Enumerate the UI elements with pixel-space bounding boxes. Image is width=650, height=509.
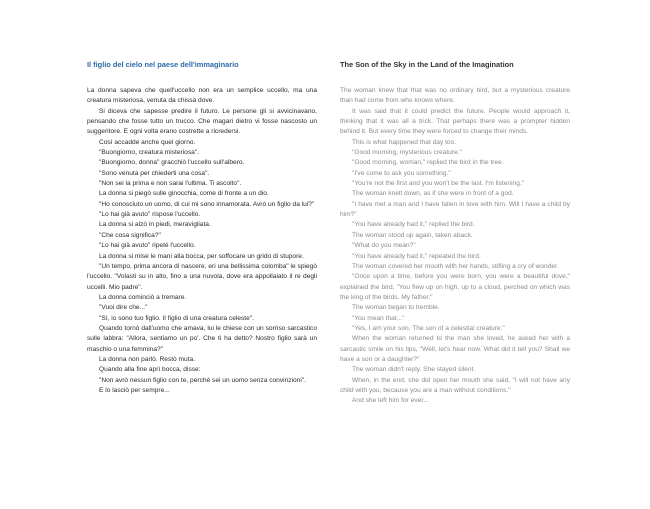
paragraph: The woman began to tremble. — [352, 304, 440, 312]
english-text — [340, 86, 570, 407]
paragraph: Così accadde anche quel giorno. — [99, 138, 196, 146]
paragraph: "Non avrò nessun figlio con te, perché sei un uomo senza convinzioni". — [99, 376, 307, 384]
paragraph: Quando alla fine aprì bocca, disse: — [99, 366, 201, 374]
english-title: The Son of the Sky in the Land of the Imagination — [340, 60, 514, 69]
paragraph: The woman knelt down, as if she were in front of a god. — [352, 190, 514, 198]
paragraph: "Non sei la prima e non sarai l'ultima. Ti ascolto". — [99, 180, 242, 188]
paragraph: Si diceva che sapesse predire il futuro. Le persone gli si avvicinavano, pensando che fosse tutto un trucco. Che magari dietro vi fosse nascosto un suggeritore. E ogni volta erano costrette a ricredersi. — [87, 107, 317, 136]
paragraph: "Lo hai già avuto" ripeté l'uccello. — [99, 242, 196, 250]
paragraph: This is what happened that day too. — [352, 138, 457, 146]
paragraph: "Ho conosciuto un uomo, di cui mi sono innamorata. Avrò un figlio da lui?" — [99, 200, 315, 208]
english-column — [340, 60, 570, 407]
paragraph: "Lo hai già avuto" rispose l'uccello. — [99, 211, 201, 219]
paragraph: "Vuoi dire che..." — [99, 304, 148, 312]
paragraph: "What do you mean?" — [352, 242, 416, 250]
paragraph: La donna si mise le mani alla bocca, per soffocare un grido di stupore. — [99, 252, 304, 260]
paragraph: The woman stood up again, taken aback. — [352, 231, 473, 239]
paragraph: "Yes, I am your son. The son of a celestial creature." — [352, 324, 505, 332]
paragraph: The woman covered her mouth with her hands, stifling a cry of wonder. — [352, 262, 559, 270]
paragraph: La donna si piegò sulle ginocchia, come di fronte a un dio. — [99, 190, 269, 198]
paragraph: E lo lasciò per sempre... — [99, 386, 170, 394]
paragraph: "You have already had it," replied the bird. — [352, 221, 475, 229]
paragraph: When the woman returned to the man she loved, he asked her with a sarcastic smile on his lips, "Well, let's hear now. What did it tell you? Shall we have a son or a daughter?" — [340, 335, 570, 363]
paragraph: "Buongiorno, creatura misteriosa". — [99, 149, 199, 157]
paragraph: La donna non parlò. Restò muta. — [99, 355, 196, 363]
paragraph: "You have already had it," repeated the bird. — [352, 252, 481, 260]
paragraph: La donna cominciò a tremare. — [99, 293, 187, 301]
paragraph: "Sono venuta per chiederti una cosa". — [99, 169, 210, 177]
paragraph: La donna si alzò in piedi, meravigliata. — [99, 221, 211, 229]
paragraph: "Once upon a time, before you were born, you were a beautiful dove," explained the bird. "You flew up on high, up to a cloud, perched on which was the king of the birds. My father." — [340, 273, 570, 301]
italian-text — [87, 86, 317, 396]
paragraph: "Che cosa significa?" — [99, 231, 161, 239]
paragraph: And she left him for ever... — [352, 397, 429, 405]
paragraph: "I've come to ask you something." — [352, 169, 451, 177]
paragraph: The woman knew that that was no ordinary bird, but a mysterious creature than had come from who knows where. — [340, 87, 570, 105]
paragraph: Quando tornò dall'uomo che amava, lui le chiese con un sorriso sarcastico sulle labbra: "Allora, sentiamo un po'. Che ti ha detto? Nostro figlio sarà un maschio o una femmina?" — [87, 324, 317, 353]
paragraph: "Un tempo, prima ancora di nascere, eri una bellissima colomba" le spiegò l'uccello. "Volasti su in alto, fino a una nuvola, dove era appollaiato il re degli uccelli. Mio padre". — [87, 262, 317, 291]
italian-title: Il figlio del cielo nel paese dell'immaginario — [87, 60, 239, 69]
paragraph: "You mean that..." — [352, 314, 405, 322]
paragraph: La donna sapeva che quell'uccello non era un semplice uccello, ma una creatura misteriosa, venuta da chissà dove. — [87, 87, 317, 105]
paragraph: "I have met a man and I have fallen in love with him. Will I have a child by him?" — [340, 200, 570, 219]
paragraph: It was said that it could predict the future. People would approach it, thinking that it was all a trick. That perhaps there was a prompter hidden behind it. But every time they were forced to change their minds. — [340, 107, 570, 136]
paragraph: "You're not the first and you won't be the last. I'm listening." — [352, 180, 525, 188]
italian-column — [87, 60, 317, 396]
paragraph: The woman didn't reply. She stayed silent. — [352, 366, 476, 374]
paragraph: "Good morning, woman," replied the bird in the tree. — [352, 159, 504, 167]
paragraph: "Good morning, mysterious creature." — [352, 149, 462, 157]
paragraph: "Sì, io sono tuo figlio. Il figlio di una creatura celeste". — [99, 314, 254, 322]
paragraph: When, in the end, she did open her mouth she said, "I will not have any child with you, because you are a man without conditions." — [340, 376, 570, 394]
paragraph: "Buongiorno, donna" gracchiò l'uccello sull'albero. — [99, 159, 245, 167]
